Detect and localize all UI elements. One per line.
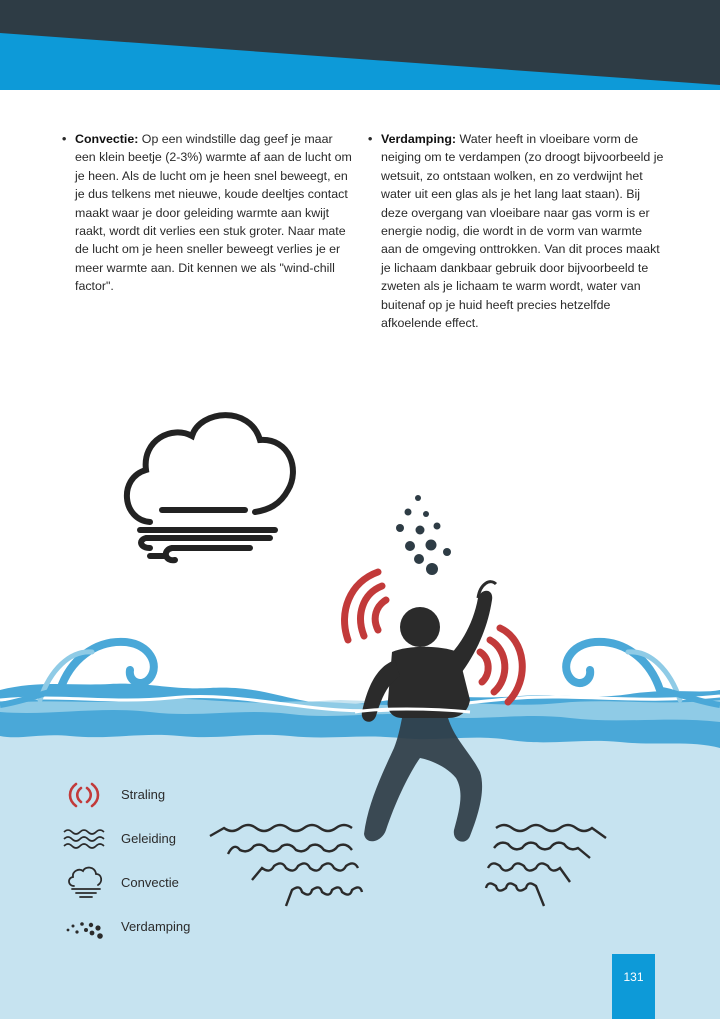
header-band bbox=[0, 0, 720, 90]
legend-label-convection: Convectie bbox=[121, 875, 179, 890]
legend-label-conduction: Geleiding bbox=[121, 831, 176, 846]
radiation-icon bbox=[62, 778, 108, 812]
legend-label-radiation: Straling bbox=[121, 787, 166, 802]
legend-item-evaporation bbox=[62, 910, 262, 944]
evaporation-text-block bbox=[368, 130, 664, 332]
evaporation-term: Verdamping: bbox=[381, 132, 457, 146]
conduction-icon bbox=[62, 822, 108, 856]
legend-label-evaporation: Verdamping bbox=[121, 919, 191, 934]
bullet-convection: • bbox=[62, 132, 67, 146]
bullet-evaporation: • bbox=[368, 132, 373, 146]
page-number: 131 bbox=[623, 970, 644, 984]
evaporation-text: Water heeft in vloeibare vorm de neiging om te verdampen (zo droogt bijvoorbeeld je wetsuit, zo ontstaan wolken, en zo verdwijnt het water uit een glas als je het lang laat staan). Bij deze overgang van vloeibare naar gas vorm is er energie nodig, die wordt in de vorm van warmte aan de omgeving onttrokken. Van dit proces maakt je lichaam dankbaar gebruik door bijvoorbeeld te zweten als je lichaam te warm wordt, water van buitenaf op je huid heeft precies hetzelfde afkoelende effect. bbox=[381, 132, 664, 331]
evaporation-paragraph bbox=[368, 130, 664, 332]
legend-item-convection bbox=[62, 866, 262, 900]
cloud-wind-icon bbox=[127, 415, 293, 560]
legend-item-conduction bbox=[62, 822, 262, 856]
legend-item-radiation bbox=[62, 778, 262, 812]
page-number-tab bbox=[612, 954, 655, 1019]
convection-icon bbox=[62, 866, 108, 900]
convection-paragraph bbox=[62, 130, 352, 296]
evaporation-icon bbox=[62, 910, 108, 944]
evaporation-droplets bbox=[396, 495, 451, 575]
convection-text-block bbox=[62, 130, 352, 296]
convection-text: Op een windstille dag geef je maar een klein beetje (2-3%) warmte af aan de lucht om je heen. Als de lucht om je heen snel beweegt, en je dus telkens met nieuwe, koude deeltjes contact maakt waar je door geleiding warmte aan kwijt raakt, wordt dit verlies een stuk groter. Naar mate de lucht om je heen sneller beweegt verlies je er meer warmte aan. Dit kennen we als "wind-chill factor". bbox=[75, 132, 352, 294]
convection-term: Convectie: bbox=[75, 132, 139, 146]
